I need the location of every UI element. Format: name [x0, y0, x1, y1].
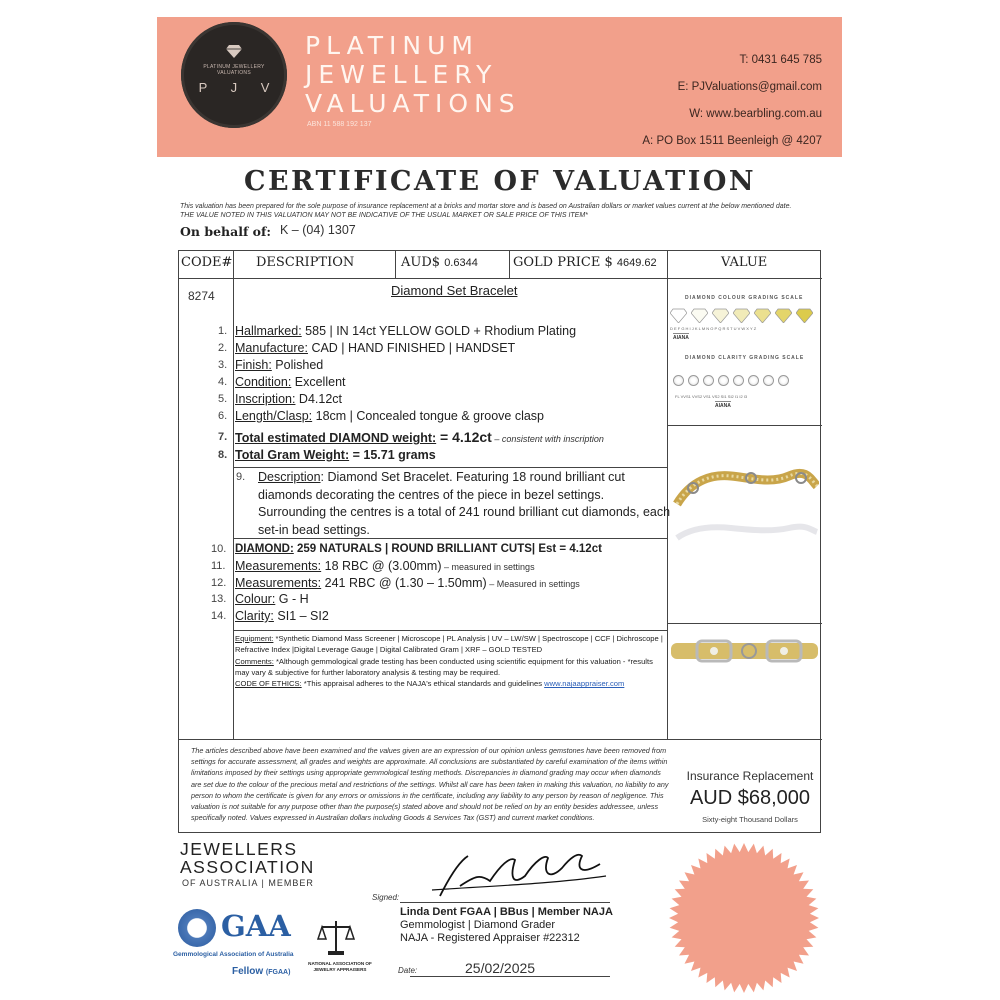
- signer-name: Linda Dent FGAA | BBus | Member NAJA: [400, 906, 613, 918]
- brand-line: VALUATIONS: [305, 89, 521, 118]
- signature-line: [400, 902, 610, 903]
- valuation-disclaimer: [180, 202, 830, 220]
- gaa-fellow: Fellow (FGAA): [232, 966, 291, 977]
- signer-role: Gemmologist | Diamond Grader: [400, 919, 556, 931]
- gold-price-label: GOLD PRICE $: [513, 255, 613, 270]
- gram-weight-item: 8. Total Gram Weight: = 15.71 grams: [218, 448, 436, 462]
- header-gold-price: [513, 255, 657, 270]
- jaa-line: JEWELLERS: [180, 839, 298, 859]
- diamond-summary-item: 10. DIAMOND: 259 NATURALS | ROUND BRILLIANT CUTS| Est = 4.12ct: [211, 543, 602, 555]
- logo-ring-text: PLATINUM JEWELLERY VALUATIONS: [203, 64, 265, 76]
- behalf-value: K – (04) 1307: [280, 223, 356, 237]
- handwritten-signature: [430, 846, 610, 906]
- jaa-line: ASSOCIATION: [180, 857, 315, 877]
- scale-brand: AIANA: [715, 403, 731, 409]
- clarity-scale-icons: [673, 375, 793, 386]
- clarity-item: 14. Clarity: SI1 – SI2: [211, 609, 329, 623]
- diamond-icon: [754, 308, 771, 323]
- letterhead: [157, 17, 842, 157]
- brand-name: [305, 31, 521, 118]
- gaa-name: Gemmological Association of Australia: [173, 951, 294, 958]
- signer-details: [400, 906, 613, 945]
- clarity-icon: [763, 375, 774, 386]
- diamond-icon: [712, 308, 729, 323]
- insurance-label: Insurance Replacement: [686, 769, 814, 783]
- gaa-emblem-icon: [178, 909, 216, 947]
- list-item: 4. Condition: Excellent: [218, 375, 346, 389]
- brand-line: JEWELLERY: [305, 60, 498, 89]
- abn-number: ABN 11 588 192 137: [307, 121, 372, 128]
- examination-footnote: The articles described above have been examined and the values given are an expression of our opinion unless gemstones have been removed from settings for accurate assessment, all grades and weights are approximate. All conclusions are substantiated by careful examination of the items within limitations imposed by their settings using appropriate gemmological testing methods. Discrepancies in diamond grading may occur when diamonds are set due to the colour of the precious metal and restrictions of the settings. Whilst all care has been taken in making this valuation, no liability to any person to whom the certificate is given for any errors or omissions in the certificate, including any liability to any person by reason of negligence. This valuation is not suitable for any purpose other than the purpose(s) stated above and should not be relied on by an entity besides addressee, unless specifically noted. Values expressed in Australian dollars including Goods & Services Tax (GST) and current market conditions.: [191, 746, 669, 823]
- item-code: 8274: [188, 289, 215, 303]
- ethics-text: *This appraisal adheres to the NAJA's ethical standards and guidelines: [301, 679, 545, 689]
- valuation-date: 25/02/2025: [465, 960, 536, 976]
- date-label: Date:: [398, 966, 418, 975]
- certificate-title: CERTIFICATE OF VALUATION: [243, 166, 757, 197]
- list-item: 3. Finish: Polished: [218, 358, 324, 372]
- list-item: 1. Hallmarked: 585 | IN 14ct YELLOW GOLD + Rhodium Plating: [218, 324, 577, 338]
- colour-scale-letters: D E F G H I J K L M N O P Q R S T U V W X Y Z: [670, 326, 757, 331]
- clarity-icon: [778, 375, 789, 386]
- bracelet-photo: [667, 629, 822, 679]
- behalf-label: On behalf of:: [180, 224, 272, 239]
- row-divider: [667, 623, 822, 624]
- colour-scale-title: DIAMOND COLOUR GRADING SCALE: [685, 295, 804, 301]
- measurement-item: 12. Measurements: 241 RBC @ (1.30 – 1.50mm) – Measured in settings: [211, 576, 580, 590]
- scales-of-justice-icon: [316, 917, 356, 957]
- diamond-icon: [775, 308, 792, 323]
- comments-label: Comments:: [235, 656, 274, 666]
- diamond-icon: [796, 308, 813, 323]
- comments-text: *Although gemmological grade testing has been conducted using scientific equipment for this valuation - *results may vary & subjective for further laboratory analysis & testing may be required.: [235, 656, 653, 677]
- diamond-icon: [226, 44, 242, 58]
- brand-line: PLATINUM: [305, 31, 479, 60]
- header-aud: [401, 255, 478, 270]
- list-item: 6. Length/Clasp: 18cm | Concealed tongue & groove clasp: [218, 409, 545, 423]
- header-value: VALUE: [721, 255, 768, 270]
- equipment-text: *Synthetic Diamond Mass Screener | Microscope | PL Analysis | UV – LW/SW | Spectroscope | CCF | Dichroscope | Refractive Index |Digital Leverage Gauge | Digital Calibrated Gram | XRF – GOLD TESTED: [235, 634, 663, 655]
- list-item: 2. Manufacture: CAD | HAND FINISHED | HANDSET: [218, 341, 516, 355]
- bracelet-photo: [671, 456, 819, 556]
- diamond-icon: [670, 308, 687, 323]
- column-divider: [509, 251, 510, 278]
- signer-registration: NAJA - Registered Appraiser #22312: [400, 932, 580, 944]
- clarity-icon: [733, 375, 744, 386]
- clarity-icon: [703, 375, 714, 386]
- aud-value: 0.6344: [444, 257, 478, 269]
- diamond-weight-item: 7. Total estimated DIAMOND weight: = 4.12ct – consistent with inscription: [218, 429, 604, 445]
- clarity-icon: [748, 375, 759, 386]
- insurance-words: Sixty-eight Thousand Dollars: [702, 815, 798, 824]
- colour-item: 13. Colour: G - H: [211, 592, 309, 606]
- row-divider: [233, 467, 667, 468]
- gaa-logo-text: GAA: [221, 909, 291, 943]
- email-address: E: PJValuations@gmail.com: [677, 81, 822, 93]
- signed-label: Signed:: [372, 893, 400, 902]
- row-divider: [667, 425, 822, 426]
- naja-logo-text: NATIONAL ASSOCIATION OF JEWELRY APPRAISERS: [308, 961, 372, 972]
- disclaimer-line: This valuation has been prepared for the sole purpose of insurance replacement at a bricks and mortar store and is based on Australian dollars or market values current at the below mentioned date.: [180, 203, 792, 210]
- naja-link[interactable]: www.najaappraiser.com: [544, 679, 625, 689]
- ethics-label: CODE OF ETHICS:: [235, 679, 302, 689]
- header-code: CODE#: [181, 255, 233, 270]
- contact-block: [642, 47, 822, 155]
- item-title: Diamond Set Bracelet: [391, 283, 518, 298]
- clarity-scale-title: DIAMOND CLARITY GRADING SCALE: [685, 355, 805, 361]
- certificate-seal-icon: [668, 842, 820, 994]
- equipment-comments-block: [235, 633, 667, 689]
- disclaimer-line: THE VALUE NOTED IN THIS VALUATION MAY NOT BE INDICATIVE OF THE USUAL MARKET OR SALE PRICE OF THIS ITEM*: [180, 212, 588, 219]
- row-divider: [233, 630, 667, 631]
- colour-scale-gems: [670, 308, 817, 323]
- header-divider: [179, 278, 822, 279]
- postal-address: A: PO Box 1511 Beenleigh @ 4207: [642, 135, 822, 147]
- scale-brand: AIANA: [673, 335, 689, 341]
- measurement-item: 11. Measurements: 18 RBC @ (3.00mm) – measured in settings: [211, 559, 535, 573]
- pjv-logo: [181, 22, 287, 128]
- aud-label: AUD$: [401, 255, 441, 270]
- equipment-label: Equipment:: [235, 634, 274, 643]
- diamond-icon: [691, 308, 708, 323]
- jaa-logo: [180, 840, 315, 876]
- clarity-scale-grades: FL VVS1 VVS2 VS1 VS2 SI1 SI2 I1 I2 I3: [675, 394, 748, 399]
- header-description: DESCRIPTION: [256, 255, 355, 270]
- jaa-member-text: OF AUSTRALIA | MEMBER: [182, 878, 314, 888]
- website: W: www.bearbling.com.au: [689, 108, 822, 120]
- row-divider: [179, 739, 822, 740]
- description-paragraph: 9. Description: Diamond Set Bracelet. Featuring 18 round brilliant cut diamonds decorating the centres of the piece in bezel settings. Surrounding the centres is a total of 241 round brilliant cut diamonds, each set-in bead settings.: [236, 470, 671, 537]
- phone-number: T: 0431 645 785: [739, 54, 822, 66]
- clarity-icon: [688, 375, 699, 386]
- valuation-table: [178, 250, 821, 833]
- clarity-icon: [673, 375, 684, 386]
- date-line: [410, 976, 610, 977]
- list-item: 5. Inscription: D4.12ct: [218, 392, 343, 406]
- insurance-value: AUD $68,000: [689, 787, 811, 809]
- logo-initials: P J V: [198, 80, 280, 95]
- clarity-icon: [718, 375, 729, 386]
- diamond-icon: [733, 308, 750, 323]
- gold-price-value: 4649.62: [616, 257, 657, 269]
- column-divider: [395, 251, 396, 278]
